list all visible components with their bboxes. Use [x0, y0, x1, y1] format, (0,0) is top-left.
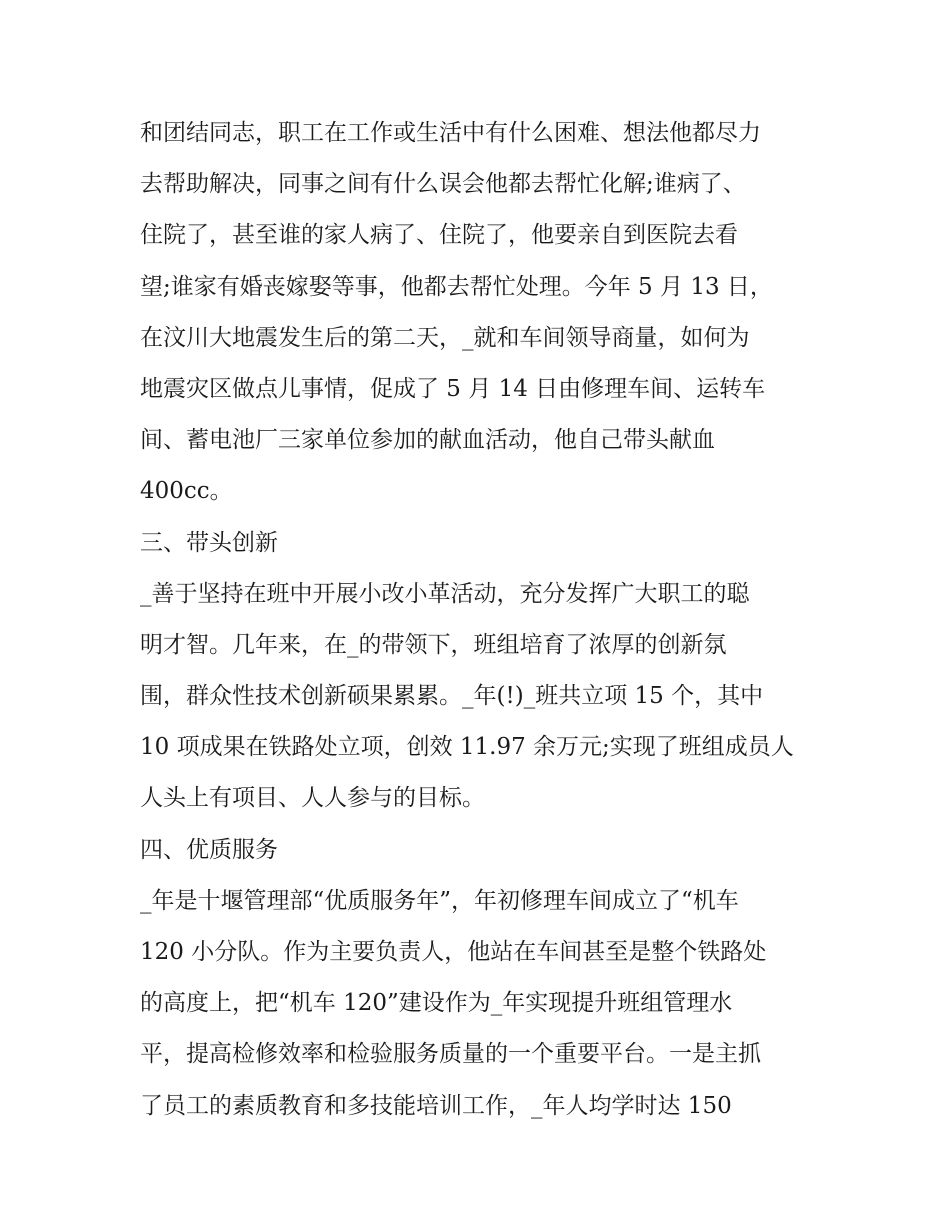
document-body [140, 108, 820, 1132]
text-line: 400cc。 [140, 478, 233, 505]
text-line: 了员工的素质教育和多技能培训工作，_年人均学时达 150 [140, 1092, 732, 1119]
text-line: 在汶川大地震发生后的第二天，_就和车间领导商量，如何为 [140, 324, 750, 351]
text-line: 10 项成果在铁路处立项，创效 11.97 余万元;实现了班组成员人 [140, 734, 794, 761]
text-line: 平，提高检修效率和检验服务质量的一个重要平台。一是主抓 [140, 1041, 761, 1068]
text-line: 和团结同志，职工在工作或生活中有什么困难、想法他都尽力 [140, 120, 761, 146]
section-heading: 四、优质服务 [140, 836, 278, 863]
text-line: 的高度上，把“机车 120”建设作为_年实现提升班组管理水 [140, 990, 733, 1017]
text-line: 人头上有项目、人人参与的目标。 [140, 785, 485, 812]
text-line: _年是十堰管理部“优质服务年”，年初修理车间成立了“机车 [140, 887, 739, 914]
text-line: _善于坚持在班中开展小改小革活动，充分发挥广大职工的聪 [140, 580, 750, 607]
text-line: 地震灾区做点儿事情，促成了 5 月 14 日由修理车间、运转车 [140, 375, 766, 402]
section-heading: 三、带头创新 [140, 529, 278, 556]
text-line: 明才智。几年来，在_的带领下，班组培育了浓厚的创新氛 [140, 631, 727, 658]
text-line: 围，群众性技术创新硕果累累。_年(!)_班共立项 15 个，其中 [140, 683, 764, 710]
text-line: 住院了，甚至谁的家人病了、住院了，他要亲自到医院去看 [140, 222, 738, 249]
text-line: 望;谁家有婚丧嫁娶等事，他都去帮忙处理。今年 5 月 13 日， [140, 273, 773, 300]
text-line: 去帮助解决，同事之间有什么误会他都去帮忙化解;谁病了、 [140, 171, 746, 198]
text-line: 120 小分队。作为主要负责人，他站在车间甚至是整个铁路处 [140, 939, 767, 965]
text-line: 间、蓄电池厂三家单位参加的献血活动，他自己带头献血 [140, 427, 715, 454]
